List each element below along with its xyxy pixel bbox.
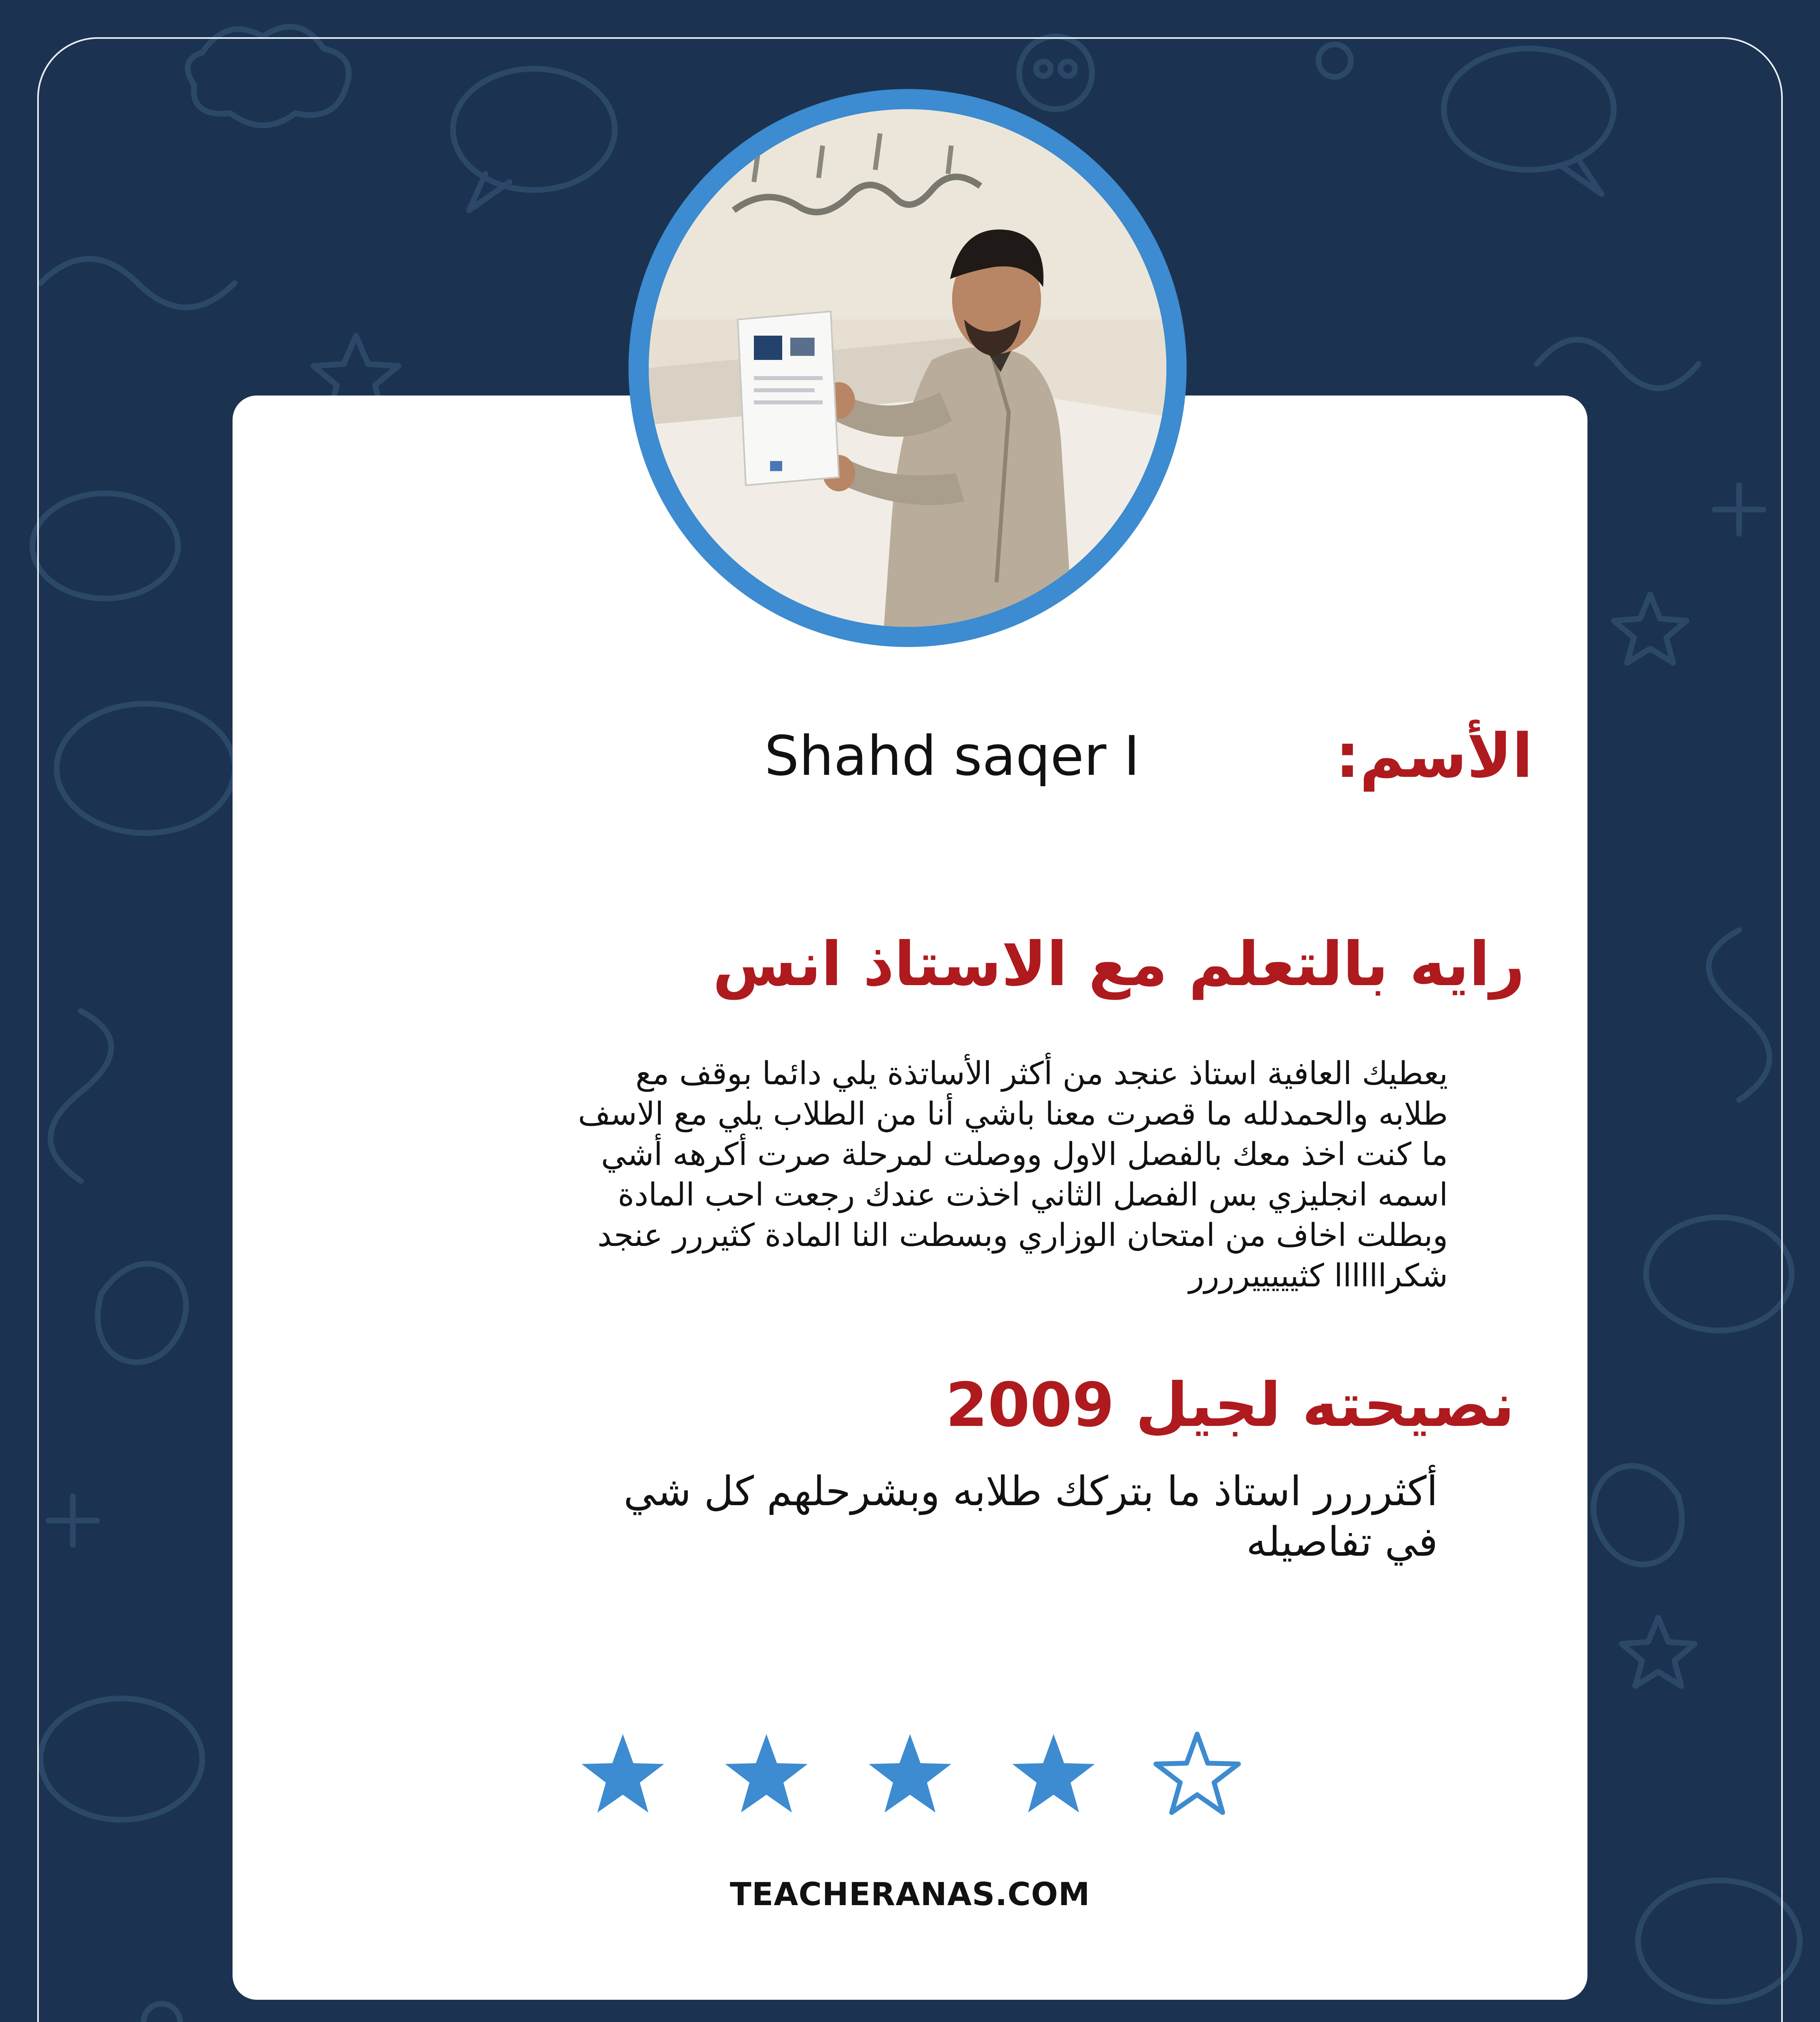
opinion-line: يعطيك العافية استاذ عنجد من أكثر الأساتذة يلي دائما بوقف مع xyxy=(635,1055,1448,1092)
opinion-line: اسمه انجليزي بس الفصل الثاني اخذت عندك رجعت احب المادة xyxy=(618,1177,1448,1213)
opinion-line: وبطلت اخاف من امتحان الوزاري وبسطت النا المادة كثيررر عنجد xyxy=(597,1217,1448,1254)
advice-line: في تفاصيله xyxy=(1246,1518,1438,1565)
star-filled-icon xyxy=(578,1731,667,1820)
star-filled-icon xyxy=(1009,1731,1098,1820)
advice-line: أكثرررر استاذ ما بتركك طلابه وبشرحلهم كل شي xyxy=(623,1468,1438,1515)
opinion-line: طلابه والحمدلله ما قصرت معنا باشي أنا من الطلاب يلي مع الاسف xyxy=(578,1096,1448,1132)
star-filled-icon xyxy=(722,1731,811,1820)
student-name: Shahd saqer I xyxy=(764,724,1140,788)
name-label: الأسم: xyxy=(1335,721,1533,791)
rating-stars xyxy=(578,1731,1242,1820)
opinion-heading: رايه بالتعلم مع الاستاذ انس xyxy=(713,929,1525,1000)
website-url: TEACHERANAS.COM xyxy=(730,1876,1090,1913)
star-filled-icon xyxy=(866,1731,954,1820)
advice-heading: نصيحته لجيل 2009 xyxy=(945,1370,1515,1440)
advice-text xyxy=(346,1466,1438,1567)
opinion-line: شكراااااا كثيييييرررر xyxy=(1189,1258,1448,1294)
student-photo xyxy=(649,109,1166,627)
avatar xyxy=(649,109,1166,627)
opinion-line: ما كنت اخذ معك بالفصل الاول ووصلت لمرحلة صرت أكرهه أشي xyxy=(601,1136,1448,1173)
opinion-text xyxy=(324,1053,1448,1296)
star-empty-icon xyxy=(1153,1731,1242,1820)
